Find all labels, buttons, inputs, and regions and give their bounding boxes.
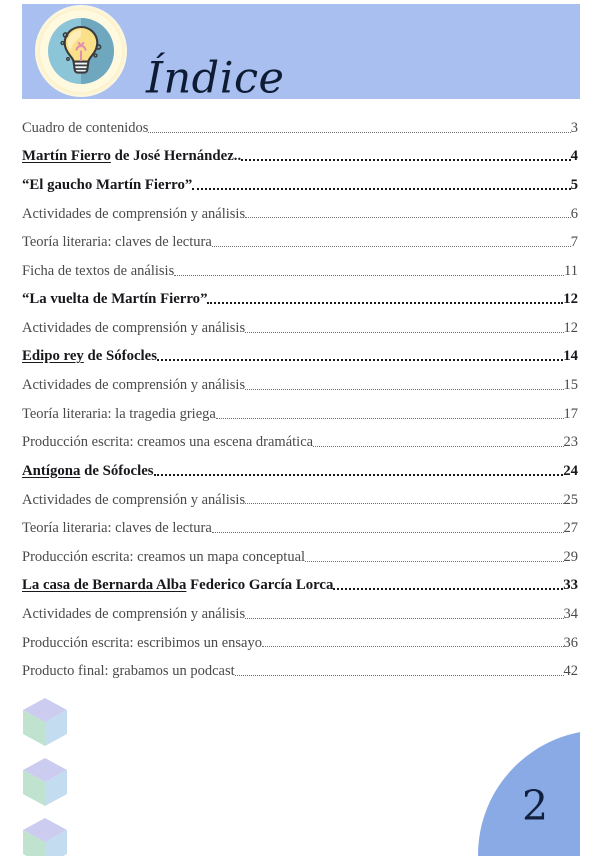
toc-entry-label <box>22 577 333 598</box>
toc-entry-page-number: 29 <box>563 548 578 565</box>
toc-entry-page-number: 14 <box>563 348 578 365</box>
toc-entry[interactable] <box>22 141 578 170</box>
toc-entry-page-number: 36 <box>563 634 578 651</box>
toc-entry-page-number: 23 <box>563 434 578 451</box>
toc-entry[interactable] <box>22 598 578 627</box>
toc-entry-label: Actividades de comprensión y análisis <box>22 377 246 394</box>
toc-entry[interactable] <box>22 312 578 341</box>
toc-entry[interactable] <box>22 512 578 541</box>
toc-entry-page-number: 25 <box>563 491 578 508</box>
toc-entry-title: Edipo rey <box>22 348 84 365</box>
toc-entry-page-number: 6 <box>570 205 578 222</box>
toc-entry-subtitle: de José Hernández.. <box>110 148 242 165</box>
toc-entry[interactable] <box>22 541 578 570</box>
toc-entry-subtitle: de Sófocles <box>80 462 154 479</box>
toc-entry-page-number: 4 <box>570 148 578 165</box>
toc-leader-dots <box>148 122 570 135</box>
toc-leader-dots <box>174 265 564 278</box>
lightbulb-idea-icon <box>32 2 130 100</box>
toc-entry-page-number: 5 <box>570 176 578 193</box>
toc-entry-page-number: 33 <box>563 577 578 594</box>
toc-entry-label: Teoría literaria: la tragedia griega <box>22 405 216 422</box>
toc-leader-dots <box>245 493 563 506</box>
toc-entry-title: Antígona <box>22 462 81 479</box>
toc-entry-page-number: 12 <box>563 291 578 308</box>
toc-entry[interactable] <box>22 655 578 684</box>
page-header-band <box>22 4 580 104</box>
toc-leader-dots <box>245 379 563 392</box>
toc-entry-page-number: 27 <box>563 520 578 537</box>
toc-entry[interactable] <box>22 341 578 370</box>
toc-leader-dots <box>154 465 564 478</box>
toc-entry[interactable] <box>22 255 578 284</box>
toc-entry-label <box>22 463 154 484</box>
toc-entry-label: Actividades de comprensión y análisis <box>22 205 246 222</box>
toc-leader-dots <box>333 579 563 592</box>
right-margin-mask <box>580 0 600 864</box>
toc-leader-dots <box>212 236 571 249</box>
toc-entry-page-number: 3 <box>570 119 578 136</box>
toc-leader-dots <box>212 522 564 535</box>
toc-entry-label <box>22 348 157 369</box>
toc-entry-page-number: 11 <box>564 262 578 279</box>
toc-leader-dots <box>245 207 571 220</box>
toc-leader-dots <box>305 551 563 564</box>
toc-entry-page-number: 12 <box>563 320 578 337</box>
toc-entry-page-number: 7 <box>570 234 578 251</box>
toc-entry[interactable] <box>22 570 578 599</box>
toc-entry[interactable] <box>22 112 578 141</box>
toc-entry-label: Actividades de comprensión y análisis <box>22 606 246 623</box>
toc-entry-subtitle: de Sófocles <box>83 348 157 365</box>
toc-entry-label: “El gaucho Martín Fierro” <box>22 176 193 193</box>
toc-entry-page-number: 24 <box>563 462 578 479</box>
toc-entry-page-number: 42 <box>563 663 578 680</box>
toc-leader-dots <box>157 350 563 363</box>
toc-entry-label: “La vuelta de Martín Fierro” <box>22 291 208 308</box>
toc-leader-dots <box>262 636 564 649</box>
toc-entry-label <box>22 148 241 169</box>
toc-entry-title: La casa de Bernarda Alba <box>22 577 187 594</box>
toc-entry-label: Producción escrita: creamos una escena dramática <box>22 434 314 451</box>
toc-entry[interactable] <box>22 398 578 427</box>
toc-leader-dots <box>235 665 564 678</box>
toc-entry-label: Producto final: grabamos un podcast <box>22 663 235 680</box>
toc-entry-label: Producción escrita: creamos un mapa conceptual <box>22 548 306 565</box>
toc-entry[interactable] <box>22 427 578 456</box>
decorative-cubes <box>22 697 82 864</box>
toc-entry-subtitle: Federico García Lorca <box>186 577 334 594</box>
toc-leader-dots <box>245 608 563 621</box>
toc-entry-label: Ficha de textos de análisis <box>22 262 175 279</box>
toc-leader-dots <box>207 293 563 306</box>
toc-entry-label: Actividades de comprensión y análisis <box>22 491 246 508</box>
toc-entry[interactable] <box>22 369 578 398</box>
toc-leader-dots <box>313 436 563 449</box>
toc-entry[interactable] <box>22 484 578 513</box>
cube-icon <box>22 697 68 747</box>
toc-entry-title: Martín Fierro <box>22 148 111 165</box>
table-of-contents <box>22 112 578 684</box>
toc-entry[interactable] <box>22 198 578 227</box>
toc-leader-dots <box>245 322 563 335</box>
toc-entry[interactable] <box>22 627 578 656</box>
toc-entry-label: Producción escrita: escribimos un ensayo <box>22 634 262 651</box>
toc-entry-label: Teoría literaria: claves de lectura <box>22 520 212 537</box>
toc-entry-page-number: 17 <box>563 405 578 422</box>
page-number: 2 <box>521 782 549 830</box>
toc-entry-page-number: 15 <box>563 377 578 394</box>
toc-entry-label: Teoría literaria: claves de lectura <box>22 234 212 251</box>
cube-icon <box>22 757 68 807</box>
toc-entry-page-number: 34 <box>563 606 578 623</box>
toc-entry[interactable] <box>22 226 578 255</box>
toc-leader-dots <box>241 150 570 163</box>
page-title: Índice <box>146 53 285 104</box>
toc-entry-label: Cuadro de contenidos <box>22 119 149 136</box>
toc-entry[interactable] <box>22 169 578 198</box>
toc-entry-label: Actividades de comprensión y análisis <box>22 320 246 337</box>
toc-leader-dots <box>192 179 570 192</box>
toc-entry[interactable] <box>22 284 578 313</box>
toc-leader-dots <box>216 408 564 421</box>
toc-entry[interactable] <box>22 455 578 484</box>
bottom-margin-mask <box>0 856 600 864</box>
